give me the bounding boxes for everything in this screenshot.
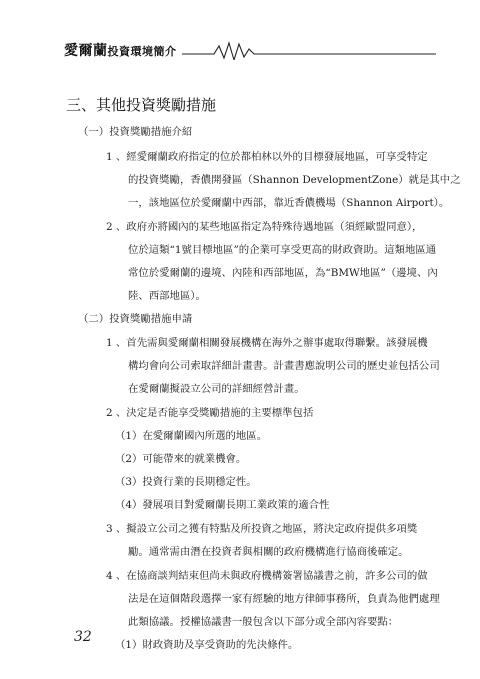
page-number: 32	[74, 629, 92, 645]
criteria-item: （1）財政資助及享受資助的先決條件。	[115, 639, 299, 651]
paragraph-line: 法是在這個階段選擇一家有經驗的地方律師事務所，負責為他們處理	[128, 593, 440, 605]
paragraph-line: 一，該地區位於愛爾蘭中西部，靠近香儂機場（Shannon Airport）。	[128, 197, 450, 209]
numbered-item: 1 、經愛爾蘭政府指定的位於都柏林以外的目標發展地區，可享受特定	[106, 151, 428, 163]
paragraph-line: 陸、西部地區）。	[128, 290, 206, 302]
paragraph-line: 此類協議。授權協議書一般包含以下部分或全部內容要點：	[128, 616, 399, 628]
header-title-rest: 投資環境簡介	[107, 45, 177, 58]
running-header	[64, 38, 436, 60]
numbered-item: 1 、首先需與愛爾蘭相關發展機構在海外之辦事處取得聯繫。該發展機	[106, 337, 428, 349]
criteria-item: （1）在愛爾蘭國內所選的地區。	[115, 430, 268, 442]
numbered-item: 3 、擬設立公司之獲有特點及所投資之地區，將決定政府提供多項獎	[106, 523, 418, 535]
paragraph-line: 在愛爾蘭擬設立公司的詳細經營計畫。	[128, 383, 305, 395]
paragraph-line: 常位於愛爾蘭的邊境、內陸和西部地區，為“BMW地區”（邊境、內	[128, 267, 438, 279]
subsection-heading: （一）投資獎勵措施介紹	[78, 126, 193, 138]
numbered-item: 2 、政府亦將國內的某些地區指定為特殊待遇地區（須經歐盟同意），	[106, 221, 423, 233]
paragraph-line: 構均會向公司索取詳細計畫書。計畫書應說明公司的歷史並包括公司	[128, 360, 440, 372]
header-title-main: 愛爾蘭	[64, 43, 108, 59]
criteria-item: （3）投資行業的長期穩定性。	[115, 476, 257, 488]
paragraph-line: 位於這類“1號目標地區”的企業可享受更高的財政資助。這類地區通	[128, 244, 437, 256]
criteria-item: （4）發展項目對愛爾蘭長期工業政策的適合性	[115, 499, 330, 511]
paragraph-line: 的投資獎勵，香儂開發區（Shannon DevelopmentZone）就是其中之	[128, 174, 461, 186]
subsection-heading: （二）投資獎勵措施申請	[78, 313, 193, 325]
numbered-item: 4 、在協商談判結束但尚未與政府機構簽署協議書之前，許多公司的做	[106, 570, 428, 582]
paragraph-line: 勵。通常需由潛在投資者與相關的政府機構進行協商後確定。	[128, 546, 409, 558]
criteria-item: （2）可能帶來的就業機會。	[115, 453, 247, 465]
section-title: 三、其他投資獎勵措施	[66, 96, 217, 114]
numbered-item: 2 、決定是否能享受獎勵措施的主要標準包括	[106, 407, 314, 419]
header-title	[64, 40, 177, 60]
